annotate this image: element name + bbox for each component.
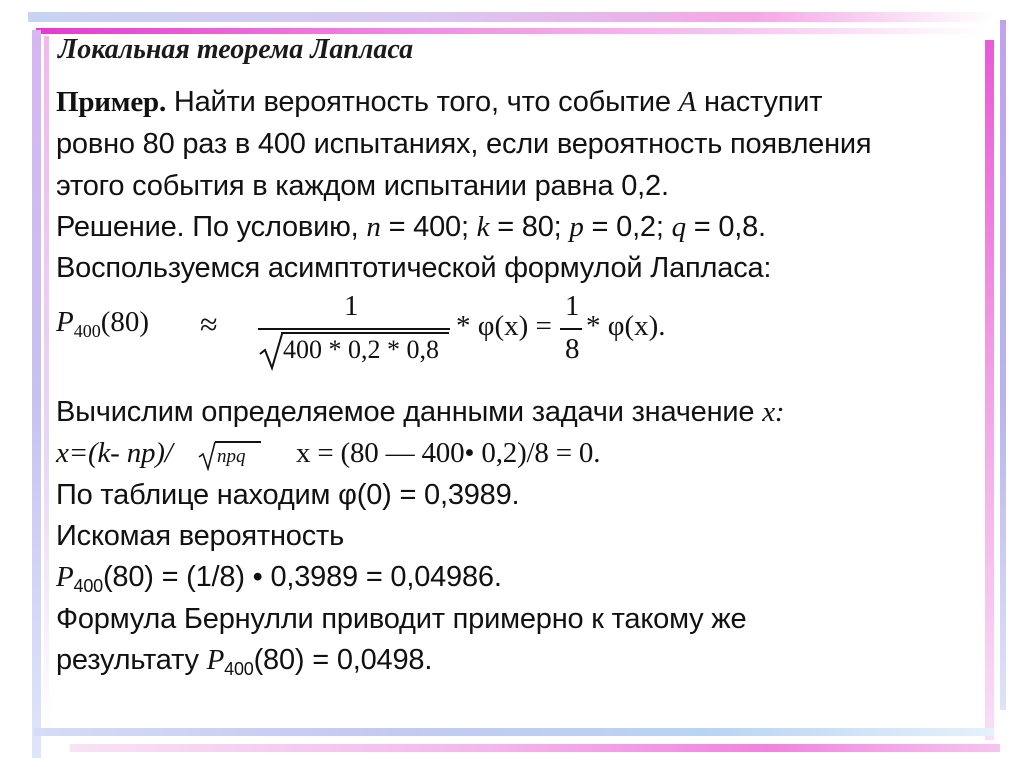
example-line-3: этого события в каждом испытании равна 0,2. xyxy=(56,170,669,202)
border-left-accent xyxy=(44,36,49,736)
compute-line: Вычислим определяемое данными задачи значение x: xyxy=(56,396,785,428)
formula-lhs: $P_{400}(80)$ xyxy=(56,306,150,341)
phi-expression-2: * φ(x). xyxy=(586,310,666,342)
event-var: А xyxy=(678,86,697,118)
fraction2-denominator: 8 xyxy=(565,333,580,365)
solution-line-2: Воспользуемся асимптотической формулой Лапласа: xyxy=(56,252,772,284)
sought-line: Искомая вероятность xyxy=(56,520,344,552)
solution-line-1: Решение. По условию, n = 400; k = 80; p = 0,2; q = 0,8. xyxy=(56,211,766,243)
fraction-numerator: 1 xyxy=(344,290,359,322)
slide-title: Локальная теорема Лапласа xyxy=(58,34,414,65)
sqrt-overbar xyxy=(281,332,449,334)
example-line-2: ровно 80 раз в 400 испытаниях, если вероятность появления xyxy=(56,128,872,160)
border-right-bar xyxy=(1000,20,1006,710)
fraction-bar xyxy=(258,328,450,330)
example-line-1: Пример. Найти вероятность того, что событие А наступит xyxy=(56,86,823,118)
border-bottom-bar xyxy=(34,728,994,736)
sqrt-small-overbar xyxy=(215,441,261,443)
border-bottom-accent xyxy=(70,744,1000,752)
fraction2-bar xyxy=(560,328,582,330)
border-right-accent xyxy=(985,40,994,740)
x-definition: x=(k- np)/ xyxy=(56,437,173,469)
x-calculation: x = (80 — 400• 0,2)/8 = 0. xyxy=(296,437,601,469)
example-label: Пример. xyxy=(56,86,166,118)
fraction2-numerator: 1 xyxy=(565,290,580,322)
fraction-denominator: 400 * 0,2 * 0,8 xyxy=(283,335,439,364)
border-left-bar xyxy=(32,30,41,758)
table-line: По таблице находим φ(0) = 0,3989. xyxy=(56,479,520,511)
sqrt-icon xyxy=(258,332,284,372)
sqrt-small-icon xyxy=(198,441,216,471)
border-top-bar xyxy=(28,12,994,22)
approx-sign: ≈ xyxy=(200,306,218,342)
bernoulli-line-2: результату $P_{400}(80) = 0,0498$. xyxy=(56,644,433,679)
bernoulli-line-1: Формула Бернулли приводит примерно к такому же xyxy=(56,603,747,635)
result-line: $P_{400}(80) = (1/8)$ • 0,3989 = 0,04986. xyxy=(56,561,502,596)
npq-radicand: npq xyxy=(217,446,246,467)
phi-expression: * φ(x) = xyxy=(456,310,552,342)
